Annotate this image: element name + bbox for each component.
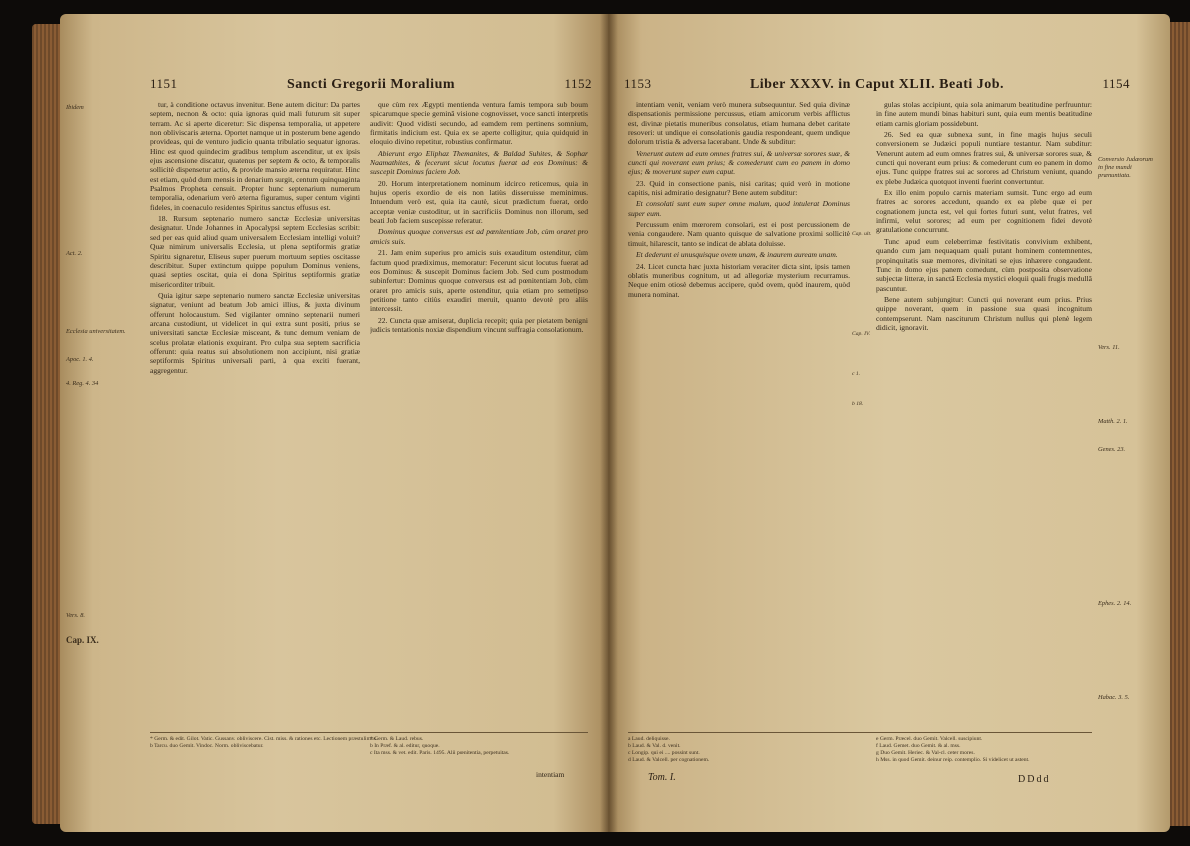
- margin-note: Vers. 11.: [1098, 344, 1120, 351]
- left-margin-notes: [66, 100, 144, 820]
- footnote: b Laud. & Val. d. venit.: [628, 743, 681, 749]
- footnote: h Mss. in quod Gemit. deinur reip. contemplio. Si videlicet ut astent.: [876, 757, 1030, 763]
- footnote: * Germ. & edit. Gilot. Vatic. Gussanv. obliviscere. Cist. miss. & rationes etc. Lectionem præstulimus.: [150, 736, 378, 742]
- catchword: intentiam: [536, 770, 565, 779]
- footnote: b In Præf. & al. editur, quoque.: [370, 743, 440, 749]
- paragraph: Percussum enim mœrorem consolari, est ei post percussionem de venia congaudere. Nam quanto quisque de salvatione proximi sollicitè timuit, hilarescit, tanto se indicat de ablata doluisse.: [628, 220, 850, 248]
- paragraph: 22. Cuncta quæ amiserat, duplicia recepit; quia per pietatem benigni judicis tentationis noxiæ dispendium vincunt suffragia consolationum.: [370, 315, 588, 334]
- paragraph: 26. Sed ea quæ subnexa sunt, in fine magis hujus seculi conversionem se Judæici populi nuntiare testantur. Nam subditur: Venerunt autem ad eum omnes fratres sui, & universæ sorores suæ, & cuncti qui noverant eum prius: & comederunt cum eo panem in domo ejus. Tunc quippe fratres sui ac sorores ad Christum veniunt, quando ex plebe Judæica quotquot inventi fuerint convertuntur.: [876, 130, 1092, 186]
- margin-note: Ibidem: [66, 104, 84, 111]
- margin-note: Habac. 3. 5.: [1098, 694, 1130, 701]
- margin-note: b 18.: [852, 401, 864, 407]
- paragraph: Ex illo enim populo carnis materiam sumsit. Tunc ergo ad eum fratres ac sorores accedunt, quando ex ea plebe quæ ei per cognationem juncta est, vel qui fortes futuri sunt, velut fratres, vel infirmi, velut sorores; ad eum per cognitionem fidei devotè gratulatione concurrunt.: [876, 188, 1092, 235]
- paragraph: 18. Rursum septenario numero sanctæ Ecclesiæ universitas designatur. Unde Johannes in Apocalypsi septem Ecclesias scribit: sed per eas quid aliud quam universalem Ecclesiam intelligi voluit? Quæ nimirum universalis Ecclesia, ut plena septiformis gratiæ Spiritu signaretur, Eliseus super puerum mortuum septies oscitasse describitur. Super extinctum quippe populum Dominus veniens, quasi septies oscitat, quia ei dona Spiritus septiformis gratiæ misericorditer tribuit.: [150, 214, 360, 289]
- margin-note: Conversio Judæorum in fine mundi prænuntiata.: [1098, 156, 1153, 179]
- right-margin-notes: [1098, 100, 1158, 800]
- text-column-b: [370, 100, 588, 725]
- text-column-a: [150, 100, 360, 725]
- right-page-edges: [1168, 22, 1190, 826]
- footnote: d Laud. & Valcell. per cognationem.: [628, 757, 710, 763]
- paragraph: Quia igitur sæpe septenario numero sanctæ Ecclesiæ universitas signatur, veniunt ad beatum Job amici illius, & juxta divinum offerunt holocaustum. Sed vigilanter omnino septenarii numeri arcana custodiunt, ut videlicet in qui extra sunt positi, prius se universitati sanctæ Ecclesiæ misceant, & tunc demum veniam de scelus prolatæ elationis exquirant. Pro culpa sua septem sacrificia offerunt: quia reatus sui absolutionem non accipiunt, nisi gratiæ septiformis Spiritus universali parti, à qua exciti fuerant, aggregentur.: [150, 290, 360, 375]
- margin-note: c 1.: [852, 371, 861, 377]
- left-page-edges: [32, 24, 62, 824]
- margin-note: 4. Reg. 4. 34: [66, 380, 99, 387]
- footnote: c Longip. qui ei .... possint sunt.: [628, 750, 700, 756]
- scripture-quote: Et dederunt ei unusquisque ovem unam, & inaurem auream unam.: [636, 250, 838, 260]
- footnote: g Duo Gemit. Heriec. & Val-cl. ceter mores.: [876, 750, 975, 756]
- left-page: [60, 14, 608, 832]
- margin-note: Cap. ult.: [852, 231, 872, 237]
- footnotes-a: [150, 736, 378, 750]
- scripture-quote: Et consolati sunt eum super omne malum, quod intulerat Dominus super eum.: [628, 199, 850, 218]
- left-page-header: [150, 76, 592, 93]
- page-number: 1154: [1102, 76, 1130, 91]
- text-column-a: [628, 100, 850, 725]
- paragraph: 23. Quid in consectione panis, nisi caritas; quid verò in motione capitis, nisi admiratio designatur? Bene autem subditur:: [628, 178, 850, 198]
- volume-label: Tom. I.: [648, 772, 676, 783]
- text-column-b: [876, 100, 1092, 725]
- page-number: 1151: [150, 76, 178, 91]
- paragraph: Tunc apud eum celeberrimæ festivitatis convivium exhibent, quando cum jam nequaquam quali putant hominem contemnentes, propinquitatis suæ memores, divinitati se ejus inhærere congaudent. Tunc in domo ejus panem comedunt, cùm postposita observatione subjectæ litteræ, in sanctâ Ecclesia mystici eloquii quali frugis medullâ pascuntur.: [876, 236, 1092, 293]
- footnote-rule: [628, 732, 1092, 733]
- scripture-quote: Venerunt autem ad eum omnes fratres sui, & universæ sorores suæ, & cuncti qui noverant eum prius; & comederunt cum eo panem in domo ejus; & moverunt super eum caput.: [628, 148, 850, 177]
- margin-note: Ephes. 2. 14.: [1098, 600, 1132, 607]
- right-page: [608, 14, 1170, 832]
- running-title: Sancti Gregorii Moralium: [286, 77, 456, 92]
- running-title: Liber XXXV. in Caput XLII. Beati Job.: [749, 77, 1005, 92]
- footnotes-b: [370, 736, 580, 757]
- footnote: b Tarcu. duo Gemit. Vindoc. Norm. obliviscebatur.: [150, 743, 264, 749]
- scripture-quote: Abierunt ergo Eliphaz Themanites, & Baldad Suhites, & Sophar Naamathites, & fecerunt sicut locutus fuerat ad eos Dominus: & suscepit Dominus faciem Job.: [370, 148, 588, 177]
- footnote: a Laud. deliquisse.: [628, 736, 670, 742]
- paragraph: gulas stolas accipiunt, quia sola animarum beatitudine perfruuntur: in fine autem mundi binas habituri sunt, quia eum mentis beatitudine etiam carnis gloriam possidebunt.: [876, 100, 1092, 128]
- footnote: c Ita mss. & vet. edit. Paris. 1495. Alii pœnitentia, perpetuitas.: [370, 750, 510, 756]
- footnotes-a: [628, 736, 848, 764]
- paragraph: 21. Jam enim superius pro amicis suis exauditum ostenditur, cùm factum quod prædiximus, memoratur: Fecerunt sicut locutus fuerat ad eos Dominus: & suscepit Dominus faciem Job. Sed cum postmodum subinfertur: Dominus quoque conversus est ad pœnitentiam Job, cùm oraret pro amicis suis, aperte ostenditur, quia etiam pro semetipso petitione tanto citiùs exaudiri meruit, quanto devotè pro aliis intercessit.: [370, 248, 588, 314]
- paragraph: que cùm rex Ægypti mentienda ventura famis tempora sub boum spicarumque specie geminâ visione cognovisset, voce sancti interpretis audivit: Quod vidisti secundo, ad eamdem rem pertinens somnium, firmitatis indicium est. Quia ex se aperte colligitur, quia quidquid in eloquio divino repetitur, robustius confirmatur.: [370, 100, 588, 147]
- margin-note: Vers. 8.: [66, 612, 85, 619]
- open-book: [60, 14, 1170, 832]
- book-gutter: [600, 14, 618, 832]
- paragraph: Bene autem subjungitur: Cuncti qui noverant eum prius. Prius quippe noverant, quem in passione sua quasi incognitum contempserunt. Nam nasciturum Christum nullus qui plenè legem didicit, ignoravit.: [876, 294, 1092, 332]
- footnote: f Laud. Gemet. duo Gemit. & al. mss.: [876, 743, 961, 749]
- margin-note: Cap. IV.: [852, 331, 871, 337]
- footnote: * Germ. & Laud. rebus.: [370, 736, 424, 742]
- margin-note: Genes. 23.: [1098, 446, 1126, 453]
- center-margin-notes: [852, 100, 874, 500]
- margin-note: Ecclesia universitatem.: [66, 328, 126, 335]
- signature-mark: DDdd: [1018, 774, 1051, 785]
- footnotes-b: [876, 736, 1092, 764]
- scripture-quote: Dominus quoque conversus est ad pœnitentiam Job, cùm oraret pro amicis suis.: [370, 227, 588, 246]
- page-number: 1153: [624, 76, 652, 91]
- margin-note: Act. 2.: [66, 250, 83, 257]
- page-number: 1152: [564, 76, 592, 91]
- paragraph: intentiam venit, veniam verò munera subsequuntur. Sed quia divinæ dispensationis permissione percussus, etiam amicorum verbis afflictus est, divinæ pietatis muneribus consolatus, etiam humana debet caritate resoveri: ut undique ei consolationis gaudia respondeant, quem undique dolorum tristia & adversa lacerabant. Unde & subditur:: [628, 100, 850, 147]
- right-page-header: [624, 76, 1130, 93]
- paragraph: 24. Licet cuncta hæc juxta historiam veraciter dicta sint, ipsis tamen oblatis muneribus cognitum, ut ad allegoriæ mysterium recurramus. Neque enim otiosè debemus accipere, quòd ovem, quòd inaurem, quòd munera nominat.: [628, 261, 850, 299]
- paragraph: tur, à conditione octavus invenitur. Bene autem dicitur: Da partes septem, necnon & octo: quia ignoras quid mali futurum sit super terram. Ac si aperte diceretur: Sic dispensa temporalia, ut appetere non obliviscaris æterna. Oportet namque ut in posterum bene agendo provideas, qui de venturo judicio quanta tribulatio sequatur ignoras. Hinc est quod quindecim gradibus templum ascenditur, ut ex ipsis ejus ascensione discatur, quatenus per septem & octo, & temporalis sollicitè dispensetur actio, & provide mansio æterna requiratur. Hinc est etiam, quòd dum mensis in denarium surgit, centum quinquaginta Psalmos Propheta censuit. Propter hunc septenarium numerum temporalia, odenarium verò æterna figuramus, super centum viginti fideles, in coenaculo residentes Spiritus sanctus effusus est.: [150, 100, 360, 212]
- margin-note: Matth. 2. 1.: [1098, 418, 1128, 425]
- chapter-label: Cap. IX.: [66, 635, 99, 645]
- footnote: e Germ. Præcel. duo Gemit. Valcell. suscipiunt.: [876, 736, 983, 742]
- paragraph: 20. Horum interpretationem nominum idcirco reticemus, quia in hujus operis exordio de eis non latiùs disseruisse meminimus. Intuendum verò est, quia ita cautè, sicut prædictum fuerat, ordo acceptæ veniæ custoditur, ut in sacrificiis Dominus non illorum, sed beati Job faciem suscepisse referatur.: [370, 178, 588, 226]
- footnote-rule: [150, 732, 588, 733]
- margin-note: Apoc. 1. 4.: [66, 356, 94, 363]
